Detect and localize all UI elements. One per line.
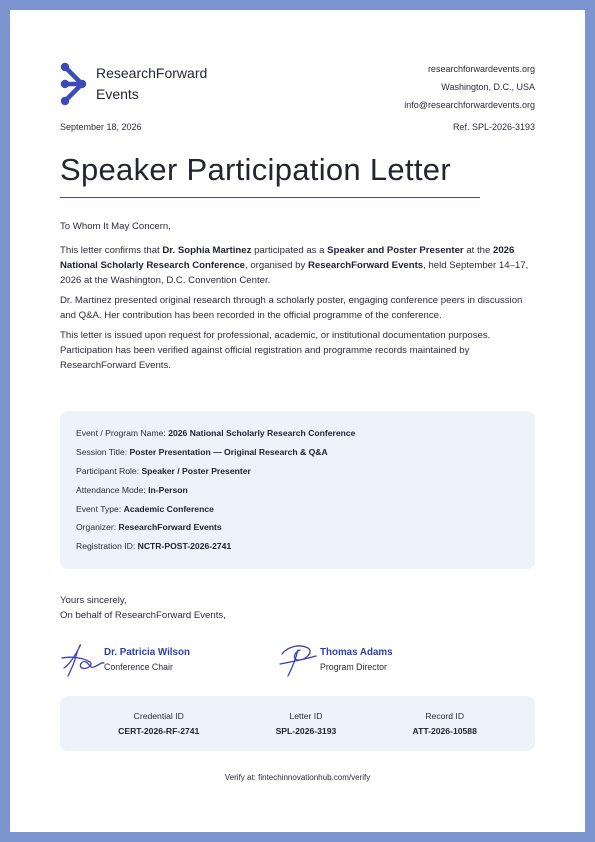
- id-label: Record ID: [425, 710, 465, 721]
- detail-value: NCTR-POST-2026-2741: [137, 541, 232, 552]
- page-title: Speaker Participation Letter: [60, 152, 451, 187]
- detail-value: 2026 National Scholarly Research Conference: [168, 428, 356, 438]
- credential-id: [118, 709, 199, 739]
- p1-text-3: at the: [463, 245, 493, 256]
- participant-role: Speaker and Poster Presenter: [327, 245, 464, 256]
- letter-reference: Ref. SPL-2026-3193: [452, 122, 535, 132]
- detail-label: Attendance Mode:: [76, 484, 146, 495]
- brand-name: [96, 63, 207, 105]
- detail-value: Speaker / Poster Presenter: [141, 465, 251, 476]
- detail-row: [76, 521, 519, 540]
- letter-body: [60, 219, 538, 378]
- greeting: To Whom It May Concern,: [60, 221, 171, 232]
- closing-block: [60, 593, 226, 623]
- detail-row: [76, 540, 519, 559]
- signatory-info: [104, 645, 190, 674]
- detail-label: Session Title:: [76, 446, 128, 457]
- detail-value: Academic Conference: [123, 503, 214, 514]
- detail-row: [76, 465, 519, 484]
- signatory-name: Thomas Adams: [320, 646, 393, 658]
- detail-label: Organizer:: [76, 522, 117, 533]
- detail-row: [76, 484, 519, 503]
- id-label: Letter ID: [289, 710, 323, 721]
- handwritten-signature-icon: [276, 638, 322, 680]
- p1-text-1: This letter confirms that: [60, 245, 163, 256]
- detail-label: Event Type:: [76, 503, 122, 514]
- id-value: ATT-2026-10588: [412, 725, 477, 736]
- verify-link[interactable]: Verify at: fintechinnovationhub.com/verify: [224, 773, 371, 782]
- signature-block-director: [276, 638, 393, 680]
- signatory-role: Program Director: [320, 661, 387, 672]
- id-value: SPL-2026-3193: [275, 725, 337, 736]
- detail-row: [76, 446, 519, 465]
- brand-mark-icon: [60, 61, 88, 107]
- detail-value: In-Person: [148, 484, 188, 495]
- letter-page: [10, 10, 585, 832]
- contact-location: Washington, D.C., USA: [441, 82, 535, 92]
- title-divider: [60, 197, 480, 198]
- p1-text-2: participated as a: [251, 245, 328, 256]
- signatory-name: Dr. Patricia Wilson: [104, 646, 190, 658]
- record-id: [413, 709, 477, 739]
- paragraph-contribution: Dr. Martinez presented original research through a scholarly poster, engaging conference peers in discussion and Q&A. Her contribution has been recorded in the official programme of the conference.: [60, 295, 523, 321]
- detail-value: ResearchForward Events: [118, 522, 222, 533]
- event-name: 2026 National Scholarly Research Conference: [60, 245, 515, 271]
- id-label: Credential ID: [133, 710, 184, 721]
- detail-label: Participant Role:: [76, 465, 140, 476]
- contact-block: [404, 60, 535, 114]
- detail-value: Poster Presentation — Original Research & Q&A: [129, 446, 328, 457]
- letter-date: September 18, 2026: [60, 122, 142, 132]
- detail-label: Event / Program Name:: [76, 428, 166, 438]
- closing-on-behalf: On behalf of ResearchForward Events,: [60, 610, 226, 621]
- handwritten-signature-icon: [60, 638, 106, 680]
- contact-website[interactable]: researchforwardevents.org: [427, 64, 535, 74]
- brand-name-line1: ResearchForward: [96, 65, 208, 81]
- brand-logo: [60, 61, 207, 107]
- letter-id: [276, 709, 337, 739]
- detail-row: [76, 427, 519, 446]
- closing-line: Yours sincerely,: [60, 595, 127, 606]
- organizer-name: ResearchForward Events: [307, 260, 424, 271]
- p1-text-4: , organised by: [245, 260, 308, 271]
- detail-row: [76, 503, 519, 522]
- participant-name: Dr. Sophia Martinez: [162, 245, 252, 256]
- signatory-role: Conference Chair: [104, 661, 173, 672]
- detail-label: Registration ID:: [76, 541, 136, 552]
- contact-email[interactable]: info@researchforwardevents.org: [404, 100, 535, 110]
- event-details-panel: [60, 411, 535, 569]
- paragraph-confirmation: [60, 243, 538, 288]
- p1-text-5: , held September 14–17, 2026 at the Washington, D.C. Convention Center.: [60, 260, 529, 286]
- paragraph-purpose: This letter is issued upon request for professional, academic, or institutional documentation purposes. Participation has been verified against official registration and programme records maintained by ResearchForward Events.: [60, 330, 491, 371]
- signatory-info: [320, 645, 393, 674]
- id-value: CERT-2026-RF-2741: [118, 725, 200, 736]
- signature-block-chair: [60, 638, 190, 680]
- brand-name-line2: Events: [96, 86, 139, 102]
- identifiers-panel: [60, 696, 535, 751]
